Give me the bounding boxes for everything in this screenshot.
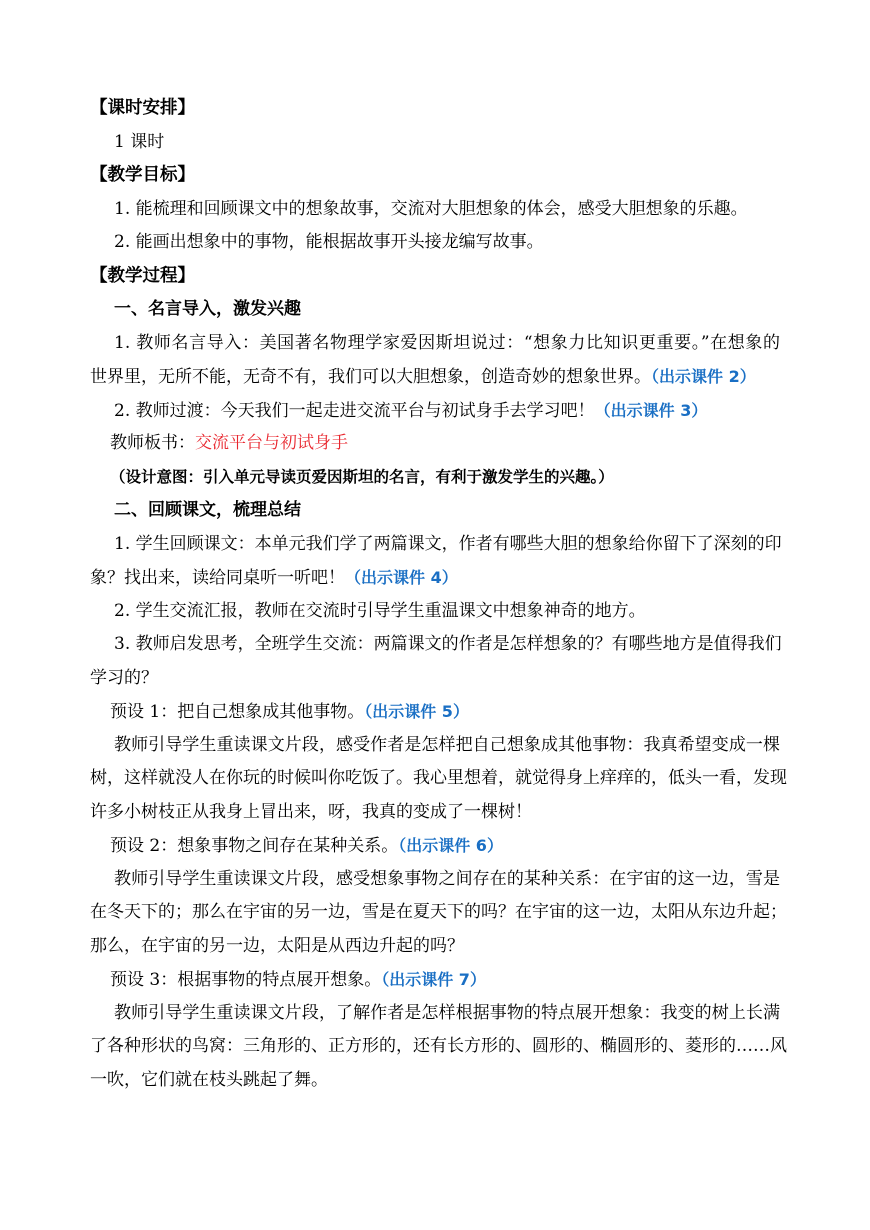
section-title-schedule: 【课时安排】 (90, 98, 195, 118)
courseware-ref-4: （出示课件 4） (345, 568, 458, 587)
preset-1-line-b: 树，这样就没人在你玩的时候叫你吃饭了。我心里想着，就觉得身上痒痒的，低头一看，发现 (90, 768, 787, 788)
paragraph-2-1-line-b (0, 561, 870, 595)
design-intent-note: （设计意图：引入单元导读页爱因斯坦的名言，有利于激发学生的兴趣。） (110, 467, 614, 486)
preset-1-line-a: 教师引导学生重读课文片段，感受作者是怎样把自己想象成其他事物：我真希望变成一棵 (114, 734, 780, 755)
paragraph-1-1-text: 世界里，无所不能，无奇不有，我们可以大胆想象，创造奇妙的想象世界。 (90, 367, 651, 387)
courseware-ref-5: （出示课件 5） (364, 702, 469, 721)
board-writing (0, 427, 870, 461)
paragraph-2-1-text: 象？找出来，读给同桌听一听吧！ (90, 568, 345, 588)
board-label: 教师板书： (110, 433, 195, 453)
preset-2-line-c: 那么，在宇宙的另一边，太阳是从西边升起的吗？ (90, 935, 464, 956)
preset-2 (0, 829, 870, 863)
section-title-goals: 【教学目标】 (90, 165, 195, 185)
paragraph-1-2 (0, 394, 870, 428)
preset-3 (0, 963, 870, 997)
board-value: 交流平台与初试身手 (195, 433, 348, 453)
preset-3-line-a: 教师引导学生重读课文片段，了解作者是怎样根据事物的特点展开想象：我变的树上长满 (114, 1002, 780, 1023)
preset-1-line-c: 许多小树枝正从我身上冒出来，呀，我真的变成了一棵树！ (90, 801, 532, 822)
schedule-value: 1 课时 (114, 131, 165, 152)
document-page (0, 92, 870, 1097)
paragraph-1-2-text: 2. 教师过渡：今天我们一起走进交流平台与初试身手去学习吧！ (114, 400, 595, 421)
goal-2: 2. 能画出想象中的事物，能根据故事开头接龙编写故事。 (114, 232, 544, 252)
preset-1-text: 预设 1：把自己想象成其他事物。 (110, 702, 365, 722)
paragraph-2-3-line-b: 学习的？ (90, 667, 158, 688)
preset-3-line-c: 一吹，它们就在枝头跳起了舞。 (90, 1069, 328, 1090)
part2-title: 二、回顾课文，梳理总结 (114, 500, 301, 520)
paragraph-2-2: 2. 学生交流汇报，教师在交流时引导学生重温课文中想象神奇的地方。 (114, 600, 646, 621)
preset-2-line-b: 在冬天下的；那么在宇宙的另一边，雪是在夏天下的吗？在宇宙的这一边，太阳从东边升起； (90, 902, 787, 922)
courseware-ref-7: （出示课件 7） (381, 970, 486, 989)
courseware-ref-3: （出示课件 3） (594, 400, 708, 420)
paragraph-1-1-line-b (0, 360, 870, 394)
preset-2-line-a: 教师引导学生重读课文片段，感受想象事物之间存在的某种关系：在宇宙的这一边，雪是 (114, 868, 780, 889)
preset-1 (0, 695, 870, 729)
goal-1: 1. 能梳理和回顾课文中的想象故事，交流对大胆想象的体会，感受大胆想象的乐趣。 (114, 198, 748, 219)
part1-title: 一、名言导入，激发兴趣 (114, 299, 301, 319)
courseware-ref-6: （出示课件 6） (398, 836, 503, 855)
preset-2-text: 预设 2：想象事物之间存在某种关系。 (110, 836, 399, 856)
section-title-process: 【教学过程】 (90, 265, 195, 286)
courseware-ref-2: （出示课件 2） (651, 367, 756, 386)
preset-3-text: 预设 3：根据事物的特点展开想象。 (110, 970, 382, 990)
preset-3-line-b: 了各种形状的鸟窝：三角形的、正方形的，还有长方形的、圆形的、椭圆形的、菱形的……风 (90, 1036, 787, 1056)
paragraph-2-1-line-a: 1. 学生回顾课文：本单元我们学了两篇课文，作者有哪些大胆的想象给你留下了深刻的印 (114, 533, 782, 554)
paragraph-1-1-line-a: 1. 教师名言导入：美国著名物理学家爱因斯坦说过：“想象力比知识更重要。”在想象的 (114, 332, 780, 353)
paragraph-2-3-line-a: 3. 教师启发思考，全班学生交流：两篇课文的作者是怎样想象的？有哪些地方是值得我们 (114, 634, 782, 654)
